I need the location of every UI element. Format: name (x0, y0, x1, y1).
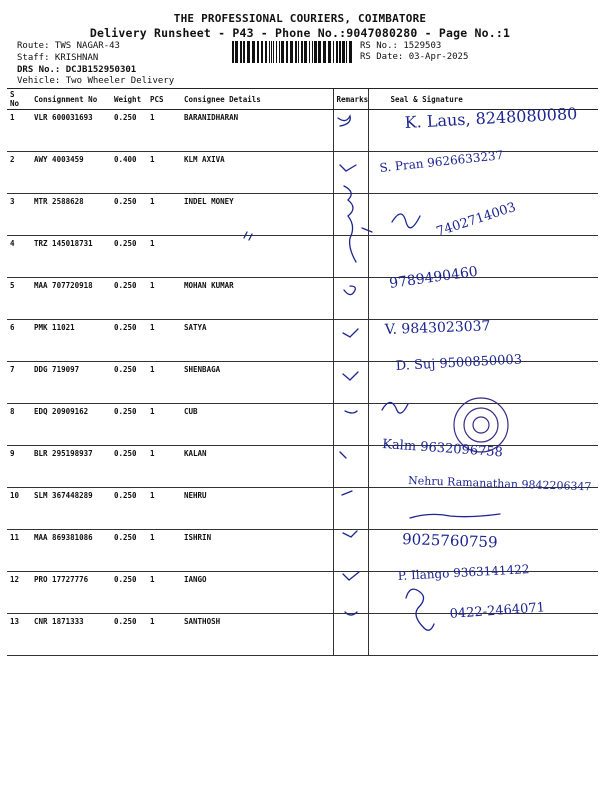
barcode-bar (318, 41, 321, 63)
cell-pcs: 1 (147, 488, 181, 530)
cell-consignment: CNR 1871333 (31, 614, 111, 656)
handwritten-signature: 9025760759 (401, 530, 498, 552)
cell-consignee: MOHAN KUMAR (181, 278, 333, 320)
cell-sno: 9 (7, 446, 31, 488)
table-header-row (7, 89, 598, 110)
handwritten-signature: 9789490460 (388, 263, 479, 292)
col-sno: S No (7, 89, 31, 110)
barcode-bar (281, 41, 284, 63)
cell-consignee: SHENBAGA (181, 362, 333, 404)
barcode-bar (336, 41, 338, 63)
col-pcs: PCS (147, 89, 181, 110)
cell-remarks (333, 110, 368, 152)
cell-signature (368, 110, 598, 152)
cell-remarks (333, 572, 368, 614)
cell-signature (368, 572, 598, 614)
barcode-bar (247, 41, 250, 63)
cell-sno: 8 (7, 404, 31, 446)
cell-pcs: 1 (147, 404, 181, 446)
cell-sno: 12 (7, 572, 31, 614)
cell-weight: 0.250 (111, 572, 147, 614)
cell-consignee: NEHRU (181, 488, 333, 530)
barcode-bar (261, 41, 263, 63)
cell-consignment: PMK 11021 (31, 320, 111, 362)
cell-signature (368, 152, 598, 194)
barcode-bar (240, 41, 242, 63)
handwritten-signature: K. Laus, 8248080080 (404, 103, 578, 132)
cell-weight: 0.250 (111, 320, 147, 362)
barcode-bar (349, 41, 352, 63)
cell-signature (368, 530, 598, 572)
cell-consignment: MAA 707720918 (31, 278, 111, 320)
cell-weight: 0.250 (111, 614, 147, 656)
cell-signature (368, 236, 598, 278)
cell-pcs: 1 (147, 236, 181, 278)
table-row (7, 362, 598, 404)
table-row (7, 152, 598, 194)
handwritten-signature: P. Ilango 9363141422 (397, 562, 530, 583)
handwritten-signature: 7402714003 (434, 199, 518, 240)
barcode-bar (273, 41, 274, 63)
table-row (7, 320, 598, 362)
cell-consignment: DDG 719097 (31, 362, 111, 404)
cell-remarks (333, 320, 368, 362)
cell-sno: 4 (7, 236, 31, 278)
barcode-bar (279, 41, 280, 63)
cell-sno: 6 (7, 320, 31, 362)
handwritten-signature: V. 9843023037 (384, 318, 491, 338)
cell-signature (368, 278, 598, 320)
cell-weight: 0.250 (111, 236, 147, 278)
cell-sno: 3 (7, 194, 31, 236)
cell-remarks (333, 530, 368, 572)
col-consignment: Consignment No (31, 89, 111, 110)
barcode-bar (309, 41, 310, 63)
cell-sno: 1 (7, 110, 31, 152)
cell-consignee: ISHRIN (181, 530, 333, 572)
barcode-bar (252, 41, 255, 63)
col-weight: Weight (111, 89, 147, 110)
barcode-bar (276, 41, 277, 63)
table-row (7, 278, 598, 320)
barcode-bar (314, 41, 317, 63)
barcode-bar (232, 41, 234, 63)
barcode-bar (290, 41, 293, 63)
barcode-bar (286, 41, 288, 63)
route-label: Route: TWS NAGAR-43 (17, 41, 120, 51)
cell-consignee: KLM AXIVA (181, 152, 333, 194)
cell-consignee: IANGO (181, 572, 333, 614)
cell-remarks (333, 488, 368, 530)
drs-number: DRS No.: DCJB152950301 (17, 65, 137, 75)
cell-consignment: VLR 600031693 (31, 110, 111, 152)
table-row (7, 488, 598, 530)
table-row (7, 572, 598, 614)
barcode-bar (271, 41, 272, 63)
cell-weight: 0.250 (111, 446, 147, 488)
barcode-bar (342, 41, 345, 63)
col-remarks: Remarks (333, 89, 368, 110)
barcode-bar (333, 41, 334, 63)
barcode-bar (346, 41, 347, 63)
cell-sno: 2 (7, 152, 31, 194)
cell-consignee: KALAN (181, 446, 333, 488)
cell-pcs: 1 (147, 152, 181, 194)
cell-consignment: MTR 2588628 (31, 194, 111, 236)
cell-consignee: CUB (181, 404, 333, 446)
cell-signature (368, 362, 598, 404)
runsheet-title: Delivery Runsheet - P43 - Phone No.:9047080280 - Page No.:1 (89, 26, 511, 40)
table-row (7, 530, 598, 572)
barcode-bar (295, 41, 297, 63)
cell-remarks (333, 404, 368, 446)
cell-signature (368, 488, 598, 530)
cell-sno: 7 (7, 362, 31, 404)
cell-remarks (333, 446, 368, 488)
table-row (7, 194, 598, 236)
cell-pcs: 1 (147, 320, 181, 362)
cell-pcs: 1 (147, 614, 181, 656)
table-row (7, 110, 598, 152)
barcode-bar (257, 41, 259, 63)
cell-pcs: 1 (147, 530, 181, 572)
cell-remarks (333, 152, 368, 194)
cell-remarks (333, 614, 368, 656)
barcode-bar (298, 41, 299, 63)
cell-signature (368, 194, 598, 236)
cell-pcs: 1 (147, 572, 181, 614)
rs-number: RS No.: 1529503 (360, 41, 442, 51)
barcode-bar (243, 41, 245, 63)
barcode (230, 41, 354, 65)
barcode-bar (269, 41, 270, 63)
company-title: THE PROFESSIONAL COURIERS, COIMBATORE (173, 12, 427, 25)
table-row (7, 614, 598, 656)
cell-signature (368, 446, 598, 488)
cell-signature (368, 614, 598, 656)
cell-consignment: SLM 367448289 (31, 488, 111, 530)
cell-consignment: TRZ 145018731 (31, 236, 111, 278)
cell-sno: 10 (7, 488, 31, 530)
barcode-bar (265, 41, 267, 63)
cell-remarks (333, 362, 368, 404)
cell-remarks (333, 278, 368, 320)
cell-sno: 11 (7, 530, 31, 572)
barcode-bar (304, 41, 307, 63)
cell-consignment: AWY 4003459 (31, 152, 111, 194)
cell-pcs: 1 (147, 278, 181, 320)
cell-weight: 0.250 (111, 278, 147, 320)
cell-sno: 5 (7, 278, 31, 320)
cell-remarks (333, 194, 368, 236)
cell-consignment: BLR 295198937 (31, 446, 111, 488)
cell-consignment: EDQ 20909162 (31, 404, 111, 446)
col-signature: Seal & Signature (368, 89, 598, 110)
runsheet-table (7, 88, 598, 656)
cell-weight: 0.250 (111, 404, 147, 446)
barcode-bar (339, 41, 341, 63)
cell-consignee: SATYA (181, 320, 333, 362)
cell-weight: 0.250 (111, 110, 147, 152)
table-row (7, 404, 598, 446)
handwritten-signature: S. Pran 9626633237 (378, 148, 504, 175)
cell-weight: 0.250 (111, 488, 147, 530)
table-row (7, 236, 598, 278)
barcode-bar (328, 41, 331, 63)
handwritten-signature: 0422-2464071 (449, 600, 546, 622)
col-consignee: Consignee Details (181, 89, 333, 110)
cell-pcs: 1 (147, 194, 181, 236)
cell-consignee: SANTHOSH (181, 614, 333, 656)
staff-label: Staff: KRISHNAN (17, 53, 99, 63)
cell-signature (368, 404, 598, 446)
barcode-bar (235, 41, 238, 63)
handwritten-signature: Nehru Ramanathan 9842206347 (407, 474, 592, 494)
cell-weight: 0.250 (111, 530, 147, 572)
cell-weight: 0.250 (111, 194, 147, 236)
cell-remarks (333, 236, 368, 278)
vehicle-label: Vehicle: Two Wheeler Delivery (17, 76, 175, 86)
barcode-bar (301, 41, 303, 63)
cell-pcs: 1 (147, 446, 181, 488)
cell-pcs: 1 (147, 362, 181, 404)
barcode-bar (312, 41, 313, 63)
cell-weight: 0.250 (111, 362, 147, 404)
barcode-bar (323, 41, 326, 63)
cell-consignment: PRO 17727776 (31, 572, 111, 614)
cell-signature (368, 320, 598, 362)
cell-consignment: MAA 869381086 (31, 530, 111, 572)
cell-sno: 13 (7, 614, 31, 656)
handwritten-signature: D. Suj 9500850003 (395, 352, 523, 374)
cell-consignee: BARANIDHARAN (181, 110, 333, 152)
cell-consignee: INDEL MONEY (181, 194, 333, 236)
cell-pcs: 1 (147, 110, 181, 152)
rs-date: RS Date: 03-Apr-2025 (360, 52, 469, 62)
cell-consignee (181, 236, 333, 278)
handwritten-signature: Kalm 9632096758 (381, 437, 504, 461)
table-row (7, 446, 598, 488)
cell-weight: 0.400 (111, 152, 147, 194)
